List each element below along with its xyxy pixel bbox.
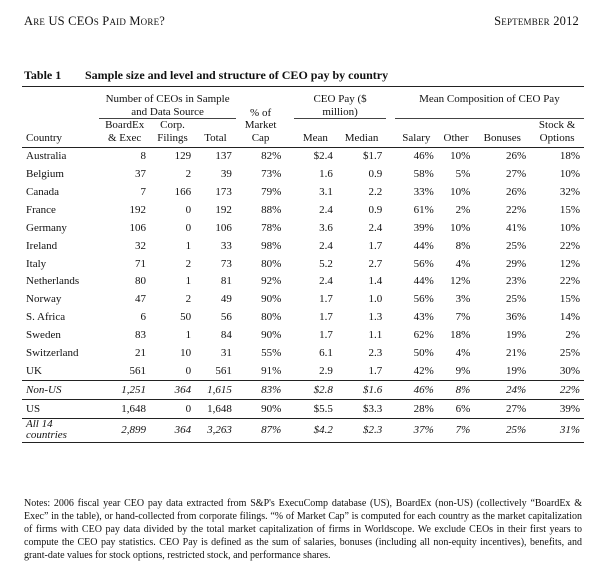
cell-country: Australia xyxy=(26,150,67,163)
cell-stock: 10% xyxy=(559,168,580,181)
col-header-median: Median xyxy=(337,119,386,147)
ceo-pay-table xyxy=(22,86,584,443)
cell-mcap: 90% xyxy=(261,329,282,342)
cell-corp: 364 xyxy=(150,418,195,442)
table-row xyxy=(22,309,584,327)
cell-bonuses: 27% xyxy=(474,400,530,419)
cell-other: 12% xyxy=(450,275,471,288)
cell-total: 56 xyxy=(220,311,232,324)
cell-mean: 2.4 xyxy=(319,239,333,252)
cell-total: 49 xyxy=(220,293,232,306)
cell-total: 137 xyxy=(215,150,232,163)
cell-other: 2% xyxy=(455,203,471,216)
table-row xyxy=(22,273,584,291)
cell-mcap: 82% xyxy=(261,150,282,163)
cell-country: Ireland xyxy=(26,239,58,252)
cell-mcap: 55% xyxy=(261,346,282,359)
table-row xyxy=(22,255,584,273)
cell-median: 1.7 xyxy=(337,362,386,380)
col-header-corp-filings: Corp. Filings xyxy=(150,119,195,147)
data-table-wrapper xyxy=(22,86,584,443)
cell-salary: 61% xyxy=(413,203,434,216)
cell-stock: 22% xyxy=(559,239,580,252)
cell-boardex: 32 xyxy=(134,239,146,252)
cell-other: 4% xyxy=(455,257,471,270)
cell-other: 4% xyxy=(455,346,471,359)
cell-mcap: 80% xyxy=(261,257,282,270)
cell-mean: 6.1 xyxy=(319,346,333,359)
cell-salary: 44% xyxy=(413,239,434,252)
cell-mcap: 92% xyxy=(261,275,282,288)
cell-corp: 0 xyxy=(150,400,195,419)
cell-total: 106 xyxy=(215,221,232,234)
table-row xyxy=(22,165,584,183)
cell-corp: 1 xyxy=(185,329,192,342)
group-header-ceo-pay: CEO Pay ($ million) xyxy=(294,91,386,119)
cell-median: 2.2 xyxy=(368,185,383,198)
cell-bonuses: 29% xyxy=(506,257,527,270)
cell-other: 10% xyxy=(450,221,471,234)
table-caption xyxy=(24,68,583,83)
cell-median: $1.6 xyxy=(337,381,386,400)
cell-total: 173 xyxy=(215,185,232,198)
cell-salary: 56% xyxy=(413,293,434,306)
col-header-boardex: BoardEx & Exec xyxy=(99,119,150,147)
table-title: Sample size and level and structure of CEO pay by country xyxy=(85,68,389,82)
cell-mcap: 83% xyxy=(236,381,285,400)
cell-boardex: 1,251 xyxy=(99,381,150,400)
cell-stock: 18% xyxy=(559,150,580,163)
running-head-date: September 2012 xyxy=(494,14,579,28)
group-header-sample: Number of CEOs in Sample and Data Source xyxy=(99,91,236,119)
cell-mean: 1.6 xyxy=(319,168,333,181)
table-row xyxy=(22,201,584,219)
cell-corp: 2 xyxy=(185,257,192,270)
cell-other: 7% xyxy=(455,311,471,324)
cell-corp: 2 xyxy=(185,168,192,181)
col-header-salary: Salary xyxy=(395,119,438,147)
cell-other: 18% xyxy=(450,329,471,342)
cell-median: 1.0 xyxy=(368,293,383,306)
cell-boardex: 80 xyxy=(134,275,146,288)
cell-boardex: 47 xyxy=(134,293,146,306)
cell-mean: $2.4 xyxy=(313,150,333,163)
col-header-country: Country xyxy=(22,119,99,147)
cell-other: 5% xyxy=(455,168,471,181)
cell-corp: 1 xyxy=(185,275,192,288)
cell-salary: 50% xyxy=(413,346,434,359)
table-row xyxy=(22,237,584,255)
cell-mean: 3.1 xyxy=(319,185,333,198)
running-head-title: Are US CEOs Paid More? xyxy=(24,14,166,28)
cell-salary: 42% xyxy=(395,362,438,380)
cell-mean: $4.2 xyxy=(294,418,337,442)
cell-median: 2.4 xyxy=(368,221,383,234)
cell-boardex: 8 xyxy=(140,150,146,163)
summary-row-us xyxy=(22,400,584,419)
cell-boardex: 37 xyxy=(134,168,146,181)
cell-bonuses: 19% xyxy=(474,362,530,380)
table-body xyxy=(22,147,584,442)
cell-other: 3% xyxy=(455,293,471,306)
cell-salary: 37% xyxy=(395,418,438,442)
cell-mcap: 80% xyxy=(261,311,282,324)
cell-stock: 15% xyxy=(559,293,580,306)
cell-corp: 50 xyxy=(180,311,192,324)
cell-corp: 1 xyxy=(185,239,192,252)
cell-other: 10% xyxy=(450,185,471,198)
cell-country: Germany xyxy=(26,221,67,234)
cell-total: 561 xyxy=(195,362,236,380)
cell-median: 1.3 xyxy=(368,311,383,324)
cell-country: Canada xyxy=(26,185,59,198)
cell-total: 31 xyxy=(220,346,232,359)
cell-median: $2.3 xyxy=(337,418,386,442)
cell-other: 9% xyxy=(438,362,475,380)
cell-bonuses: 21% xyxy=(506,346,527,359)
cell-mcap: 90% xyxy=(261,293,282,306)
cell-stock: 10% xyxy=(559,221,580,234)
cell-mean: 3.6 xyxy=(319,221,333,234)
cell-mean: $2.8 xyxy=(294,381,337,400)
cell-corp: 0 xyxy=(185,203,192,216)
cell-mcap: 73% xyxy=(261,168,282,181)
col-header-stock-options: Stock & Options xyxy=(530,119,584,147)
cell-mean: 2.4 xyxy=(319,203,333,216)
cell-other: 6% xyxy=(438,400,475,419)
cell-bonuses: 25% xyxy=(506,239,527,252)
cell-bonuses: 24% xyxy=(474,381,530,400)
cell-stock: 30% xyxy=(530,362,584,380)
cell-country: All 14 countries xyxy=(22,418,99,442)
cell-other: 7% xyxy=(438,418,475,442)
cell-boardex: 106 xyxy=(129,221,146,234)
cell-median: 1.1 xyxy=(368,329,383,342)
cell-salary: 58% xyxy=(413,168,434,181)
cell-bonuses: 23% xyxy=(506,275,527,288)
cell-bonuses: 25% xyxy=(474,418,530,442)
summary-row-all xyxy=(22,418,584,442)
cell-salary: 39% xyxy=(413,221,434,234)
cell-total: 33 xyxy=(220,239,232,252)
cell-stock: 12% xyxy=(559,257,580,270)
cell-stock: 2% xyxy=(565,329,580,342)
cell-country: Switzerland xyxy=(26,346,79,359)
cell-country: Belgium xyxy=(26,168,64,181)
cell-median: 2.7 xyxy=(368,257,383,270)
cell-country: US xyxy=(22,400,99,419)
cell-bonuses: 22% xyxy=(506,203,527,216)
cell-mean: 1.7 xyxy=(319,329,333,342)
cell-boardex: 1,648 xyxy=(99,400,150,419)
table-row xyxy=(22,291,584,309)
cell-mean: 1.7 xyxy=(319,311,333,324)
cell-total: 192 xyxy=(215,203,232,216)
table-row xyxy=(22,326,584,344)
cell-median: 0.9 xyxy=(368,203,383,216)
cell-mcap: 90% xyxy=(236,400,285,419)
cell-bonuses: 19% xyxy=(506,329,527,342)
cell-total: 84 xyxy=(220,329,232,342)
cell-country: Netherlands xyxy=(26,275,80,288)
cell-country: S. Africa xyxy=(26,311,66,324)
cell-salary: 43% xyxy=(413,311,434,324)
col-header-other: Other xyxy=(438,119,475,147)
table-number: Table 1 xyxy=(24,68,62,82)
cell-median: 2.3 xyxy=(368,346,383,359)
cell-median: $3.3 xyxy=(337,400,386,419)
cell-mean: $5.5 xyxy=(294,400,337,419)
cell-stock: 39% xyxy=(530,400,584,419)
cell-country: UK xyxy=(22,362,99,380)
cell-stock: 22% xyxy=(559,275,580,288)
cell-bonuses: 27% xyxy=(506,168,527,181)
table-notes: Notes: 2006 fiscal year CEO pay data extracted from S&P's ExecuComp database (US), BoardEx (non-US) (collectively “BoardEx & Exec” in the table), or hand-collected from corporate filings. “% of Market Cap” is computed for each country as the market capitalization of firms with CEO pay data divided by the total market capitalization of firms in Worldscope. We exclude CEOs in their first years to compute the CEO pay statistics. CEO Pay is defined as the sum of salaries, bonuses (including all non-equity incentives), benefits, and grant-date values for stock options, restricted stock, and performance shares. xyxy=(24,498,582,561)
cell-total: 81 xyxy=(220,275,232,288)
cell-median: 1.4 xyxy=(368,275,383,288)
table-row xyxy=(22,344,584,362)
cell-mcap: 88% xyxy=(261,203,282,216)
cell-stock: 22% xyxy=(530,381,584,400)
cell-other: 8% xyxy=(455,239,471,252)
cell-boardex: 83 xyxy=(134,329,146,342)
cell-salary: 46% xyxy=(395,381,438,400)
cell-salary: 44% xyxy=(413,275,434,288)
cell-boardex: 561 xyxy=(99,362,150,380)
cell-corp: 166 xyxy=(174,185,192,198)
cell-boardex: 192 xyxy=(129,203,146,216)
cell-other: 8% xyxy=(438,381,475,400)
table-row xyxy=(22,362,584,380)
cell-mean: 1.7 xyxy=(319,293,333,306)
cell-mean: 2.4 xyxy=(319,275,333,288)
cell-stock: 15% xyxy=(559,203,580,216)
cell-total: 73 xyxy=(220,257,232,270)
cell-corp: 364 xyxy=(150,381,195,400)
cell-mcap: 91% xyxy=(236,362,285,380)
table-row xyxy=(22,183,584,201)
cell-mcap: 87% xyxy=(236,418,285,442)
cell-salary: 56% xyxy=(413,257,434,270)
cell-bonuses: 26% xyxy=(506,150,527,163)
cell-mean: 2.9 xyxy=(294,362,337,380)
cell-boardex: 21 xyxy=(134,346,146,359)
cell-country: Norway xyxy=(26,293,62,306)
col-header-total: Total xyxy=(195,119,236,147)
cell-stock: 25% xyxy=(559,346,580,359)
table-row xyxy=(22,147,584,165)
cell-boardex: 6 xyxy=(140,311,146,324)
cell-median: 0.9 xyxy=(368,168,383,181)
cell-salary: 46% xyxy=(413,150,434,163)
cell-country: Sweden xyxy=(26,329,61,342)
cell-corp: 10 xyxy=(180,346,192,359)
cell-corp: 129 xyxy=(174,150,192,163)
cell-total: 3,263 xyxy=(195,418,236,442)
cell-mcap: 78% xyxy=(261,221,282,234)
cell-stock: 14% xyxy=(559,311,580,324)
cell-boardex: 71 xyxy=(134,257,146,270)
cell-median: 1.7 xyxy=(368,239,383,252)
cell-corp: 0 xyxy=(150,362,195,380)
col-header-bonuses: Bonuses xyxy=(474,119,530,147)
summary-row-non-us xyxy=(22,381,584,400)
col-header-mean: Mean xyxy=(294,119,337,147)
cell-median: $1.7 xyxy=(363,150,383,163)
cell-stock: 31% xyxy=(530,418,584,442)
cell-bonuses: 41% xyxy=(506,221,527,234)
cell-mcap: 79% xyxy=(261,185,282,198)
cell-boardex: 2,899 xyxy=(99,418,150,442)
running-head xyxy=(24,14,579,29)
cell-corp: 2 xyxy=(185,293,192,306)
group-header-market-cap: % of Market Cap xyxy=(236,91,285,147)
cell-country: Italy xyxy=(26,257,47,270)
cell-other: 10% xyxy=(450,150,471,163)
cell-total: 1,648 xyxy=(195,400,236,419)
cell-total: 1,615 xyxy=(195,381,236,400)
cell-corp: 0 xyxy=(185,221,192,234)
group-header-composition: Mean Composition of CEO Pay xyxy=(395,91,584,119)
cell-stock: 32% xyxy=(559,185,580,198)
cell-salary: 33% xyxy=(413,185,434,198)
cell-bonuses: 26% xyxy=(506,185,527,198)
cell-bonuses: 25% xyxy=(506,293,527,306)
cell-country: France xyxy=(26,203,56,216)
cell-mcap: 98% xyxy=(261,239,282,252)
cell-salary: 62% xyxy=(413,329,434,342)
cell-mean: 5.2 xyxy=(319,257,333,270)
cell-salary: 28% xyxy=(395,400,438,419)
cell-bonuses: 36% xyxy=(506,311,527,324)
table-row xyxy=(22,219,584,237)
cell-total: 39 xyxy=(220,168,232,181)
cell-country: Non-US xyxy=(22,381,99,400)
cell-boardex: 7 xyxy=(140,185,146,198)
